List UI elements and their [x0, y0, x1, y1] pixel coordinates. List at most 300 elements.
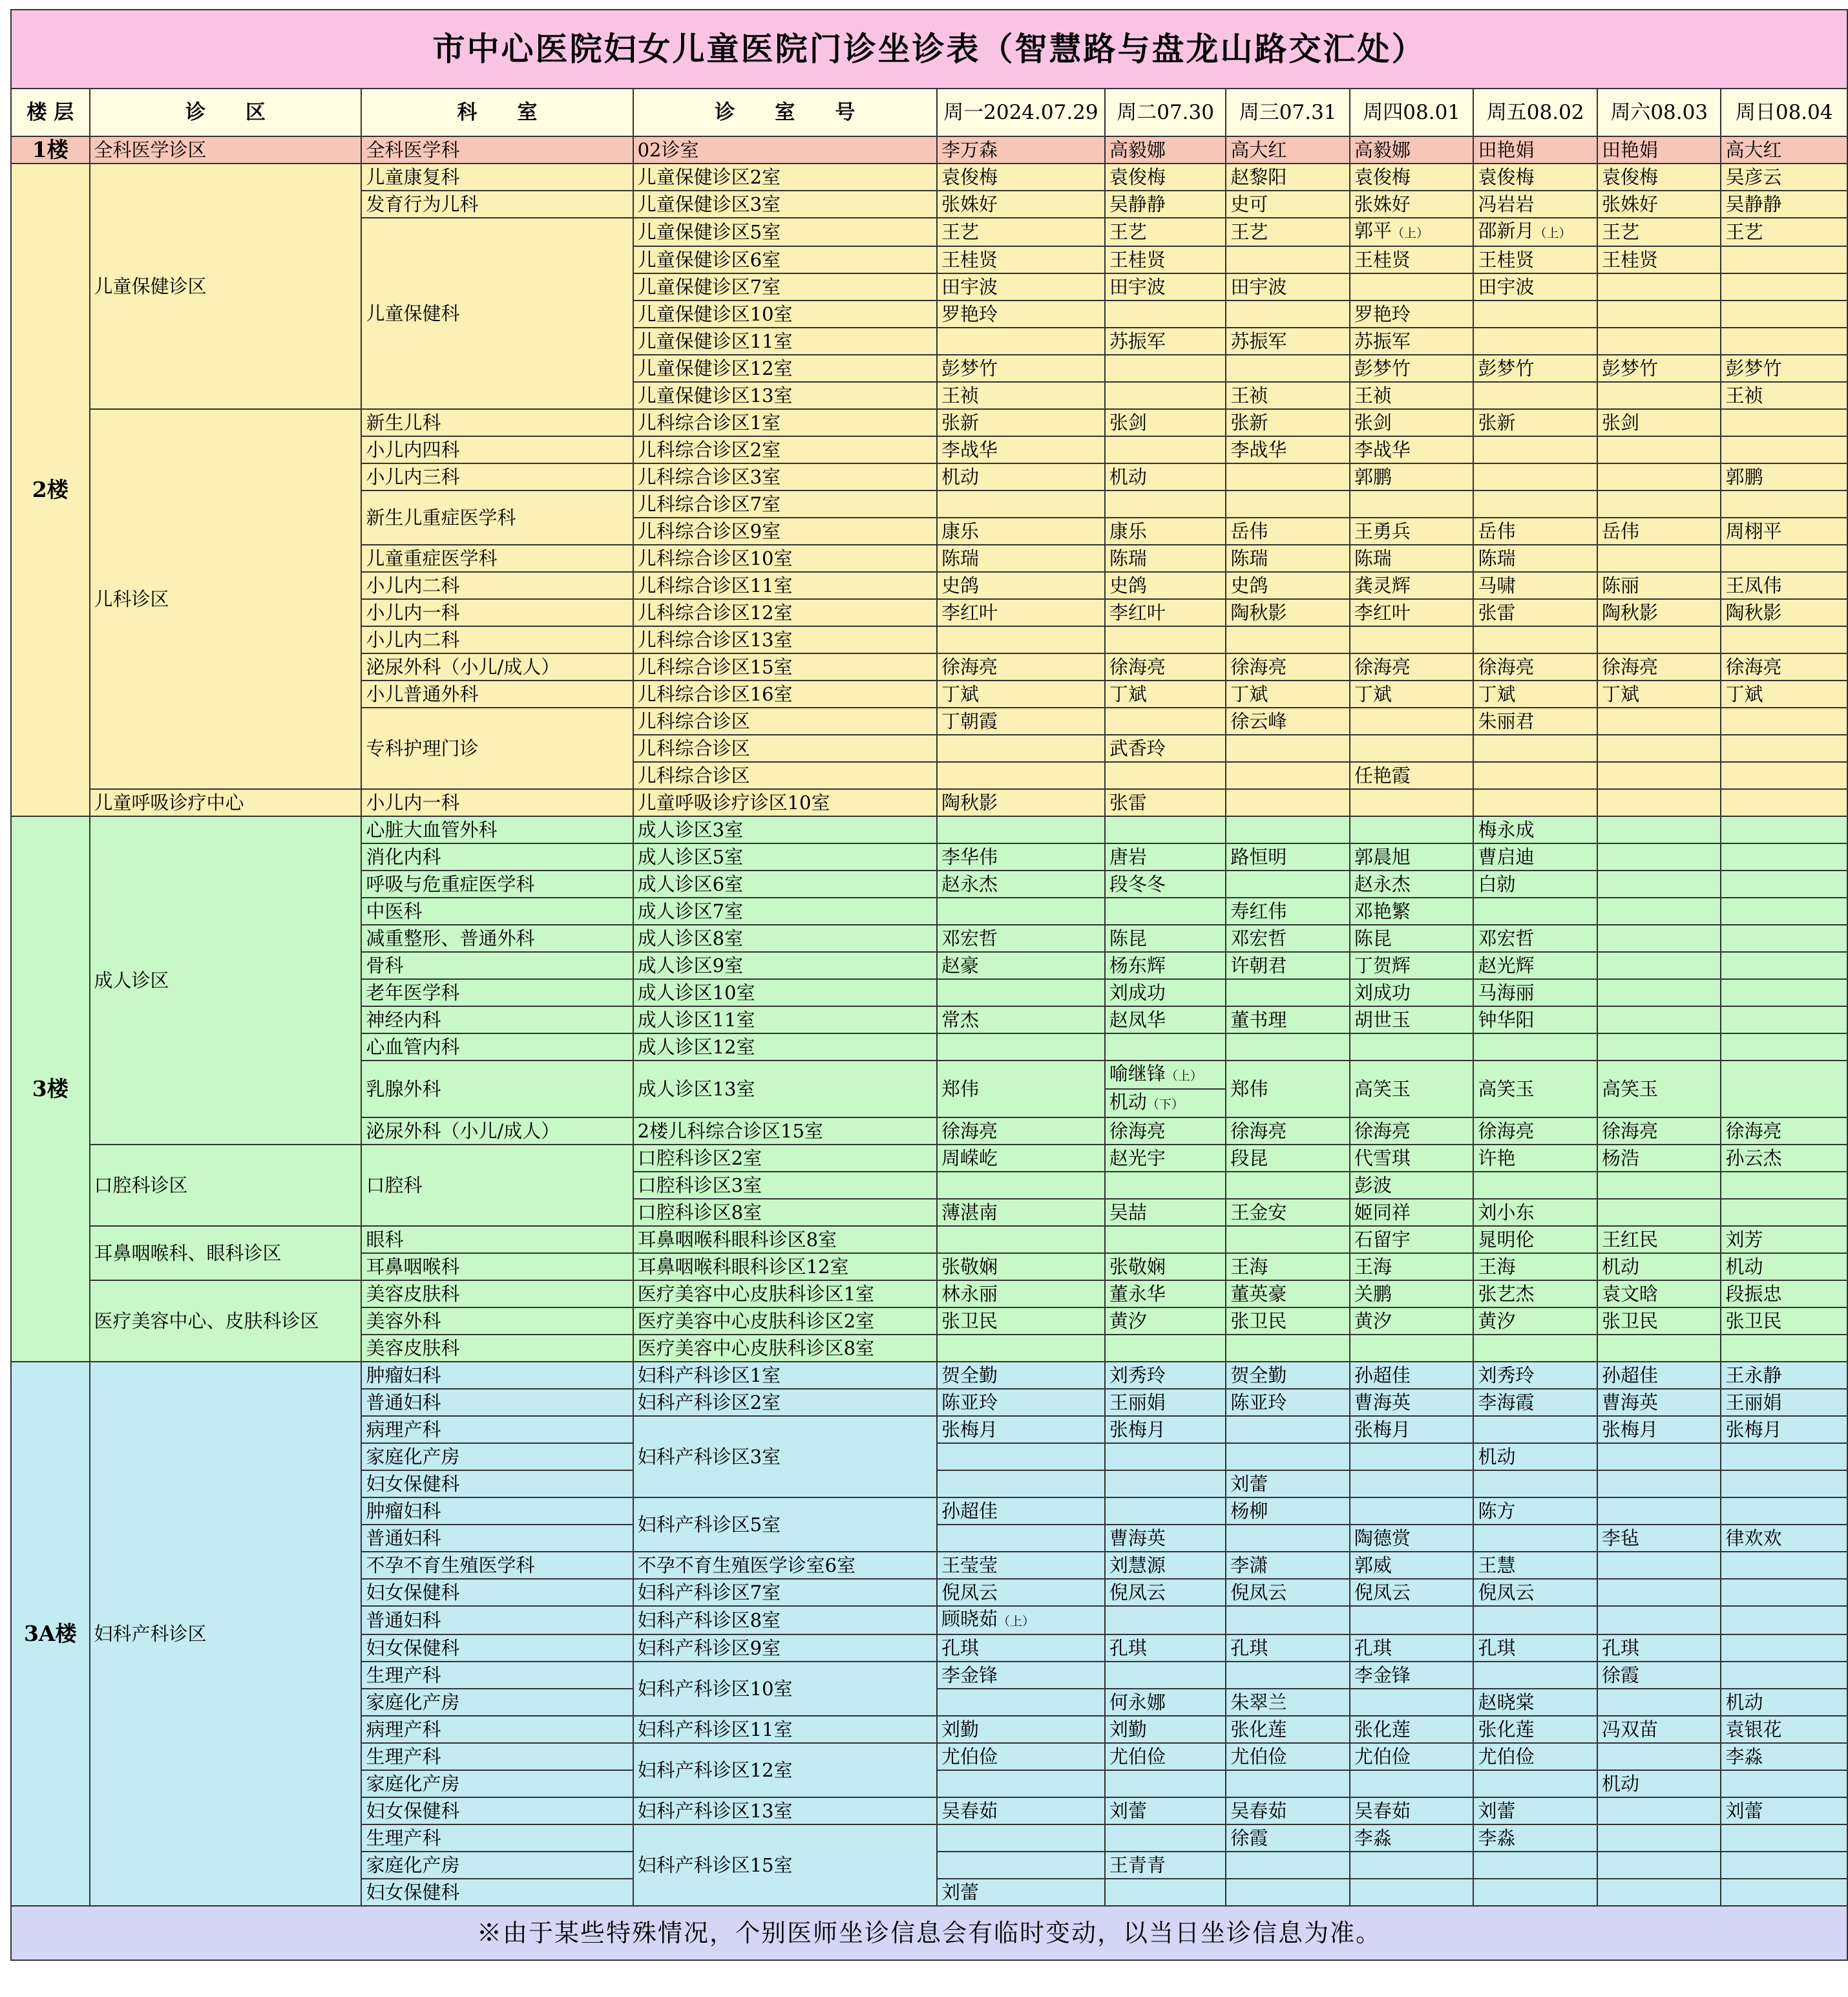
doctor-name: 王艺 [1725, 221, 1763, 243]
doctor-name: 李淼 [1725, 1746, 1763, 1768]
floor-label: 1楼 [11, 136, 90, 164]
column-header: 周日08.04 [1721, 89, 1847, 136]
doctor-name: 彭梦竹 [941, 357, 998, 379]
doctor-name: 丁斌 [1601, 683, 1639, 705]
doctor-cell [1721, 355, 1847, 382]
doctor-name: 杨浩 [1601, 1147, 1639, 1169]
doctor-cell [1226, 681, 1350, 708]
doctor-name: 徐霞 [1230, 1827, 1268, 1849]
doctor-cell [1350, 1743, 1474, 1770]
area-cell: 儿科诊区 [90, 409, 362, 789]
doctor-name: 朱翠兰 [1230, 1691, 1287, 1713]
department-cell: 小儿内一科 [361, 789, 633, 816]
doctor-cell [1473, 1797, 1597, 1824]
doctor-cell [1473, 1280, 1597, 1307]
doctor-cell [1226, 518, 1350, 545]
doctor-cell [1473, 789, 1597, 816]
department-cell: 口腔科 [361, 1145, 633, 1226]
doctor-name: 李红叶 [941, 602, 998, 624]
department-cell: 儿童重症医学科 [361, 545, 633, 572]
doctor-cell [1597, 816, 1721, 843]
doctor-cell [1105, 1362, 1226, 1389]
doctor-name: 郭鹏 [1725, 466, 1763, 488]
doctor-cell [1105, 1280, 1226, 1307]
doctor-name: 吴静静 [1725, 193, 1782, 215]
doctor-cell [1105, 708, 1226, 735]
doctor-cell [937, 762, 1105, 789]
table-row [11, 816, 1847, 843]
doctor-cell [1597, 355, 1721, 382]
doctor-cell [937, 1606, 1105, 1634]
doctor-cell [1597, 735, 1721, 762]
doctor-cell [1721, 409, 1847, 436]
doctor-cell [1350, 1552, 1474, 1579]
room-cell: 成人诊区3室 [633, 816, 937, 843]
doctor-cell [1350, 1852, 1474, 1879]
doctor-cell [1597, 1716, 1721, 1743]
doctor-name: 陈瑞 [1230, 547, 1268, 569]
doctor-cell [1721, 1117, 1847, 1145]
doctor-cell [937, 1879, 1105, 1906]
doctor-name: 段冬冬 [1109, 873, 1166, 895]
doctor-name: 郭威 [1354, 1554, 1392, 1576]
doctor-name: 林永丽 [941, 1283, 998, 1305]
area-cell: 儿童保健诊区 [90, 164, 362, 409]
doctor-cell [1105, 518, 1226, 545]
doctor-cell [1105, 1172, 1226, 1199]
doctor-cell [937, 518, 1105, 545]
doctor-name: 史鸽 [941, 575, 979, 597]
doctor-name: 机动 [1601, 1256, 1639, 1278]
shift-note: （上） [1165, 1069, 1202, 1083]
room-cell: 妇科产科诊区13室 [633, 1797, 937, 1824]
doctor-cell [1105, 1226, 1226, 1253]
doctor-cell [1226, 1770, 1350, 1797]
department-cell: 病理产科 [361, 1716, 633, 1743]
doctor-name: 王海 [1354, 1256, 1392, 1278]
doctor-cell [937, 1497, 1105, 1525]
doctor-name: 白勍 [1478, 873, 1516, 895]
doctor-cell [937, 1852, 1105, 1879]
department-cell: 生理产科 [361, 1743, 633, 1770]
doctor-name: 武香玲 [1109, 737, 1166, 759]
doctor-name: 徐海亮 [1354, 1120, 1411, 1142]
doctor-name: 丁斌 [941, 683, 979, 705]
doctor-cell [937, 1416, 1105, 1443]
department-cell: 新生儿重症医学科 [361, 491, 633, 545]
doctor-cell [1105, 1335, 1226, 1362]
doctor-cell [937, 1525, 1105, 1552]
room-cell: 儿童保健诊区12室 [633, 355, 937, 382]
doctor-name: 田艳娟 [1601, 139, 1658, 161]
doctor-cell [1721, 1172, 1847, 1199]
doctor-cell [1105, 246, 1226, 273]
doctor-cell [1226, 1389, 1350, 1416]
doctor-cell [1105, 789, 1226, 816]
doctor-name: 段振忠 [1725, 1283, 1782, 1305]
doctor-cell [1350, 1824, 1474, 1852]
doctor-cell [1350, 409, 1474, 436]
doctor-cell [1105, 1770, 1226, 1797]
doctor-cell [1721, 681, 1847, 708]
doctor-name: 丁贺辉 [1354, 955, 1411, 977]
doctor-name: 高毅娜 [1354, 139, 1411, 161]
doctor-cell [1350, 1716, 1474, 1743]
doctor-cell [1105, 1061, 1226, 1117]
column-header: 周二07.30 [1105, 89, 1226, 136]
department-cell: 消化内科 [361, 843, 633, 871]
doctor-name: 冯双苗 [1601, 1718, 1658, 1740]
doctor-cell [1597, 843, 1721, 871]
department-cell: 泌尿外科（小儿/成人） [361, 1117, 633, 1145]
doctor-name: 王海 [1230, 1256, 1268, 1278]
doctor-name: 徐海亮 [1230, 1120, 1287, 1142]
doctor-cell [1105, 1470, 1226, 1497]
doctor-name: 张雷 [1478, 602, 1516, 624]
table-row [11, 1226, 1847, 1253]
department-cell: 心血管内科 [361, 1033, 633, 1061]
doctor-cell [1721, 463, 1847, 491]
doctor-name: 康乐 [941, 520, 979, 542]
doctor-cell [1597, 762, 1721, 789]
doctor-cell [1105, 1443, 1226, 1470]
doctor-name: 邓宏哲 [1230, 927, 1287, 949]
doctor-cell [1473, 1443, 1597, 1470]
doctor-cell [1105, 1852, 1226, 1879]
room-cell: 儿童保健诊区13室 [633, 382, 937, 409]
doctor-cell [1597, 925, 1721, 952]
doctor-cell [1473, 708, 1597, 735]
doctor-name: 尤伯俭 [941, 1746, 998, 1768]
doctor-name: 王祯 [1230, 385, 1268, 407]
doctor-cell [1597, 1006, 1721, 1033]
doctor-name: 张梅月 [1601, 1419, 1658, 1441]
room-cell: 儿科综合诊区13室 [633, 626, 937, 653]
doctor-name: 路恒明 [1230, 846, 1287, 868]
doctor-name: 田宇波 [1478, 276, 1535, 298]
department-cell: 小儿内二科 [361, 572, 633, 599]
department-cell: 妇女保健科 [361, 1797, 633, 1824]
doctor-name: 刘蕾 [1230, 1473, 1268, 1495]
doctor-name: 李战华 [1230, 439, 1287, 461]
doctor-name: 吴喆 [1109, 1201, 1147, 1223]
department-cell: 妇女保健科 [361, 1879, 633, 1906]
floor-label: 3A楼 [11, 1362, 90, 1906]
doctor-cell [1597, 191, 1721, 218]
doctor-name: 孔琪 [1478, 1637, 1516, 1659]
doctor-name: 尤伯俭 [1109, 1746, 1166, 1768]
doctor-cell [1226, 328, 1350, 355]
doctor-cell [1473, 1335, 1597, 1362]
room-cell: 儿科综合诊区 [633, 762, 937, 789]
doctor-cell [1105, 1716, 1226, 1743]
column-header: 周六08.03 [1597, 89, 1721, 136]
doctor-cell [1350, 1307, 1474, 1335]
doctor-name: 机动 [1109, 1091, 1147, 1113]
doctor-name: 袁文晗 [1601, 1283, 1658, 1305]
room-cell: 儿科综合诊区 [633, 735, 937, 762]
doctor-cell [1350, 952, 1474, 979]
doctor-name: 徐霞 [1601, 1664, 1639, 1686]
doctor-name: 刘成功 [1354, 982, 1411, 1004]
doctor-cell [1721, 708, 1847, 735]
doctor-cell [937, 952, 1105, 979]
doctor-name: 王桂贤 [1354, 249, 1411, 271]
doctor-name: 邵新月 [1478, 220, 1535, 242]
room-cell: 儿科综合诊区16室 [633, 681, 937, 708]
doctor-name: 田宇波 [1230, 276, 1287, 298]
doctor-cell [937, 463, 1105, 491]
doctor-cell [937, 1280, 1105, 1307]
doctor-name: 赵永杰 [1354, 873, 1411, 895]
doctor-name: 刘小东 [1478, 1201, 1535, 1223]
doctor-name: 张梅月 [1354, 1419, 1411, 1441]
doctor-cell [1597, 1362, 1721, 1389]
room-cell: 儿童保健诊区6室 [633, 246, 937, 273]
doctor-cell [937, 1335, 1105, 1362]
doctor-name: 董书理 [1230, 1009, 1287, 1031]
doctor-cell [1226, 735, 1350, 762]
doctor-cell [1597, 1226, 1721, 1253]
doctor-name: 杨东辉 [1109, 955, 1166, 977]
doctor-cell [1597, 1199, 1721, 1226]
doctor-name: 杨柳 [1230, 1500, 1268, 1522]
doctor-name: 倪凤云 [1478, 1581, 1535, 1603]
doctor-cell [1226, 218, 1350, 246]
shift-note: （上） [997, 1614, 1034, 1629]
doctor-cell [1721, 1634, 1847, 1662]
page-title: 市中心医院妇女儿童医院门诊坐诊表（智慧路与盘龙山路交汇处） [11, 10, 1847, 89]
doctor-cell [1473, 1416, 1597, 1443]
doctor-name: 陈丽 [1601, 575, 1639, 597]
doctor-cell [1226, 545, 1350, 572]
doctor-name: 刘秀玲 [1109, 1364, 1166, 1386]
department-cell: 小儿内三科 [361, 463, 633, 491]
doctor-cell [1350, 545, 1474, 572]
doctor-cell [1350, 898, 1474, 925]
doctor-cell [937, 1226, 1105, 1253]
doctor-cell [1350, 1226, 1474, 1253]
doctor-name: 王金安 [1230, 1201, 1287, 1223]
doctor-cell [1105, 491, 1226, 518]
doctor-name: 贺全勤 [1230, 1364, 1287, 1386]
doctor-name: 梅永成 [1478, 819, 1535, 841]
doctor-cell [937, 136, 1105, 164]
doctor-name: 何永娜 [1109, 1691, 1166, 1713]
doctor-name: 机动 [1725, 1256, 1763, 1278]
doctor-cell [1721, 599, 1847, 626]
doctor-cell [1226, 1280, 1350, 1307]
doctor-name: 机动 [1725, 1691, 1763, 1713]
doctor-cell [1226, 653, 1350, 681]
doctor-name: 丁斌 [1725, 683, 1763, 705]
doctor-cell [1350, 1579, 1474, 1606]
doctor-name: 赵光辉 [1478, 955, 1535, 977]
doctor-name: 刘蕾 [1725, 1800, 1763, 1822]
doctor-name: 孔琪 [1601, 1637, 1639, 1659]
doctor-cell [1597, 136, 1721, 164]
doctor-name: 邓宏哲 [1478, 927, 1535, 949]
room-cell: 口腔科诊区3室 [633, 1172, 937, 1199]
room-cell: 儿童保健诊区7室 [633, 273, 937, 301]
doctor-cell [1350, 708, 1474, 735]
doctor-name: 田艳娟 [1478, 139, 1535, 161]
doctor-cell [1597, 979, 1721, 1006]
schedule-table [10, 9, 1848, 1961]
doctor-cell [1597, 1797, 1721, 1824]
doctor-name: 张姝好 [1601, 193, 1658, 215]
doctor-name: 王祯 [1354, 385, 1392, 407]
doctor-name: 丁斌 [1230, 683, 1268, 705]
doctor-cell [937, 545, 1105, 572]
doctor-cell [1226, 355, 1350, 382]
room-cell: 儿科综合诊区3室 [633, 463, 937, 491]
doctor-cell [1105, 1006, 1226, 1033]
doctor-cell [1721, 518, 1847, 545]
doctor-name: 张姝好 [941, 193, 998, 215]
room-cell: 不孕不育生殖医学诊室6室 [633, 1552, 937, 1579]
doctor-cell [1473, 626, 1597, 653]
doctor-cell [1350, 1634, 1474, 1662]
doctor-cell [1105, 1662, 1226, 1689]
doctor-name: 刘成功 [1109, 982, 1166, 1004]
department-cell: 乳腺外科 [361, 1061, 633, 1117]
doctor-cell [1226, 816, 1350, 843]
doctor-cell [1105, 816, 1226, 843]
doctor-cell [1721, 1770, 1847, 1797]
doctor-name: 赵光宇 [1109, 1147, 1166, 1169]
department-cell: 发育行为儿科 [361, 191, 633, 218]
doctor-cell [1350, 843, 1474, 871]
doctor-name: 田宇波 [1109, 276, 1166, 298]
doctor-cell [1721, 1606, 1847, 1634]
doctor-name: 高笑玉 [1478, 1078, 1535, 1100]
doctor-cell [1721, 843, 1847, 871]
doctor-name: 刘蕾 [1478, 1800, 1516, 1822]
area-cell: 耳鼻咽喉科、眼科诊区 [90, 1226, 362, 1280]
department-cell: 眼科 [361, 1226, 633, 1253]
doctor-name: 孔琪 [1109, 1637, 1147, 1659]
doctor-name: 赵豪 [941, 955, 979, 977]
department-cell: 心脏大血管外科 [361, 816, 633, 843]
doctor-name: 段昆 [1230, 1147, 1268, 1169]
doctor-cell [1226, 1335, 1350, 1362]
doctor-cell [1721, 1579, 1847, 1606]
doctor-name: 陈瑞 [1478, 547, 1516, 569]
doctor-cell [1226, 1307, 1350, 1335]
doctor-cell [1473, 599, 1597, 626]
doctor-name: 陈瑞 [1354, 547, 1392, 569]
doctor-cell [1226, 436, 1350, 463]
doctor-name: 贺全勤 [941, 1364, 998, 1386]
doctor-cell [1226, 1634, 1350, 1662]
table-row [11, 409, 1847, 436]
doctor-cell [1226, 1743, 1350, 1770]
doctor-cell [1350, 681, 1474, 708]
department-cell: 减重整形、普通外科 [361, 925, 633, 952]
doctor-cell [937, 735, 1105, 762]
header-row [11, 89, 1847, 136]
doctor-cell [937, 1716, 1105, 1743]
area-cell: 儿童呼吸诊疗中心 [90, 789, 362, 816]
doctor-cell [1721, 1716, 1847, 1743]
doctor-cell [1226, 572, 1350, 599]
doctor-name: 徐海亮 [941, 1120, 998, 1142]
doctor-cell [1105, 1824, 1226, 1852]
department-cell: 病理产科 [361, 1416, 633, 1443]
department-cell: 美容外科 [361, 1307, 633, 1335]
department-cell: 老年医学科 [361, 979, 633, 1006]
doctor-name: 陈方 [1478, 1500, 1516, 1522]
doctor-cell [1226, 871, 1350, 898]
doctor-cell [937, 1307, 1105, 1335]
doctor-cell [1226, 273, 1350, 301]
room-cell: 成人诊区12室 [633, 1033, 937, 1061]
doctor-cell [1105, 1199, 1226, 1226]
doctor-cell [1597, 382, 1721, 409]
doctor-cell [1105, 762, 1226, 789]
doctor-cell [1721, 1852, 1847, 1879]
doctor-cell [1350, 1797, 1474, 1824]
doctor-name: 常杰 [941, 1009, 979, 1031]
doctor-name: 王艺 [941, 221, 979, 243]
doctor-cell [1226, 409, 1350, 436]
department-cell: 妇女保健科 [361, 1579, 633, 1606]
doctor-cell [1105, 1579, 1226, 1606]
doctor-cell [1597, 1172, 1721, 1199]
doctor-cell [1597, 1634, 1721, 1662]
doctor-cell [937, 1824, 1105, 1852]
doctor-cell [1473, 218, 1597, 246]
doctor-cell [1473, 191, 1597, 218]
doctor-cell [1721, 1280, 1847, 1307]
doctor-cell [937, 1033, 1105, 1061]
doctor-cell [1473, 1716, 1597, 1743]
doctor-name: 刘蕾 [941, 1881, 979, 1903]
department-cell: 小儿内一科 [361, 599, 633, 626]
doctor-cell [1597, 301, 1721, 328]
doctor-cell [1105, 1117, 1226, 1145]
room-cell: 妇科产科诊区5室 [633, 1497, 937, 1552]
doctor-cell [1721, 1006, 1847, 1033]
doctor-cell [937, 1199, 1105, 1226]
doctor-name: 王祯 [941, 385, 979, 407]
doctor-cell [1473, 355, 1597, 382]
doctor-name: 罗艳玲 [941, 303, 998, 325]
doctor-name: 赵凤华 [1109, 1009, 1166, 1031]
doctor-cell [1597, 463, 1721, 491]
doctor-cell [1350, 1280, 1474, 1307]
doctor-cell [1597, 1689, 1721, 1716]
doctor-cell [1721, 1797, 1847, 1824]
doctor-cell [1721, 816, 1847, 843]
department-cell: 小儿内二科 [361, 626, 633, 653]
doctor-name: 王莹莹 [941, 1554, 998, 1576]
doctor-cell [937, 491, 1105, 518]
doctor-name: 刘蕾 [1109, 1800, 1147, 1822]
doctor-cell [1721, 762, 1847, 789]
doctor-cell [937, 681, 1105, 708]
doctor-cell [937, 789, 1105, 816]
doctor-name: 赵黎阳 [1230, 166, 1287, 188]
doctor-cell [1597, 681, 1721, 708]
room-cell: 妇科产科诊区2室 [633, 1389, 937, 1416]
doctor-cell [1350, 382, 1474, 409]
doctor-cell [937, 355, 1105, 382]
doctor-cell [937, 1117, 1105, 1145]
doctor-cell [937, 1172, 1105, 1199]
room-cell: 儿童呼吸诊疗诊区10室 [633, 789, 937, 816]
